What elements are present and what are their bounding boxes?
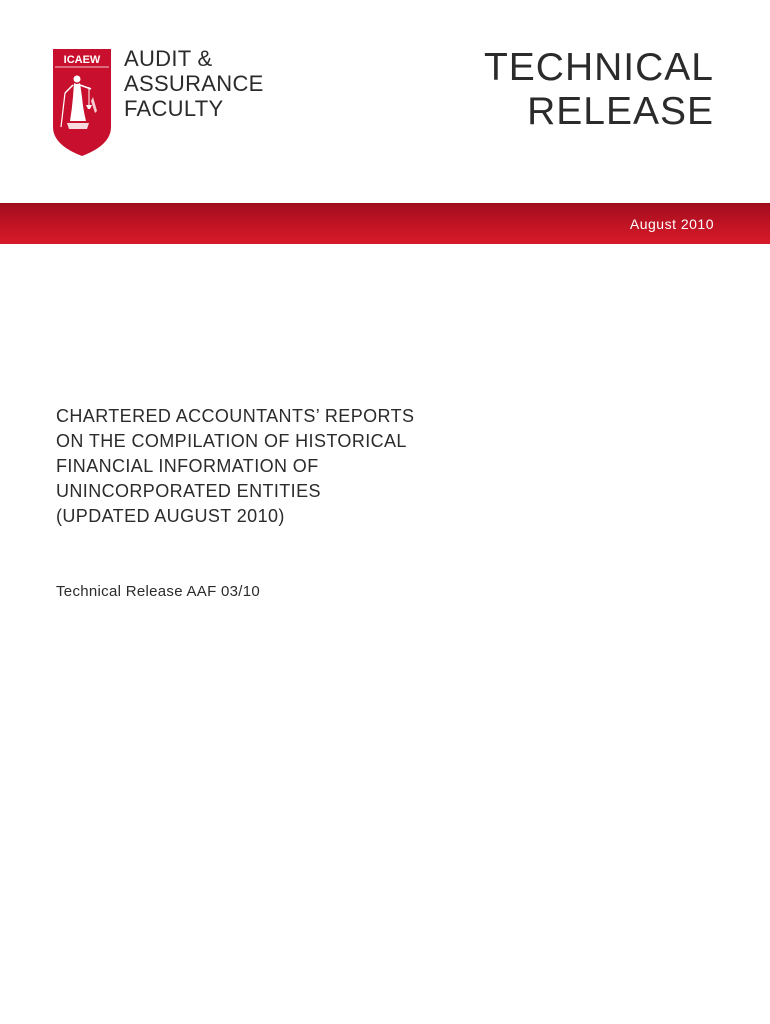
faculty-line: FACULTY [124, 96, 224, 121]
heading-line: ON THE COMPILATION OF HISTORICAL [56, 431, 407, 451]
faculty-name [124, 46, 264, 121]
faculty-line: ASSURANCE [124, 71, 264, 96]
title-line: RELEASE [527, 90, 714, 133]
heading-line: UNINCORPORATED ENTITIES [56, 481, 321, 501]
release-date: August 2010 [629, 216, 714, 232]
release-reference: Technical Release AAF 03/10 [56, 583, 261, 600]
heading-line: CHARTERED ACCOUNTANTS’ REPORTS [56, 406, 415, 426]
heading-line: (UPDATED AUGUST 2010) [56, 506, 285, 526]
heading-line: FINANCIAL INFORMATION OF [56, 456, 319, 476]
logo-wordmark: ICAEW [63, 54, 101, 66]
title-line: TECHNICAL [483, 46, 714, 89]
page-title [484, 46, 714, 134]
document-heading [56, 404, 414, 529]
faculty-line: AUDIT & [124, 46, 213, 71]
icaew-logo [53, 49, 111, 156]
